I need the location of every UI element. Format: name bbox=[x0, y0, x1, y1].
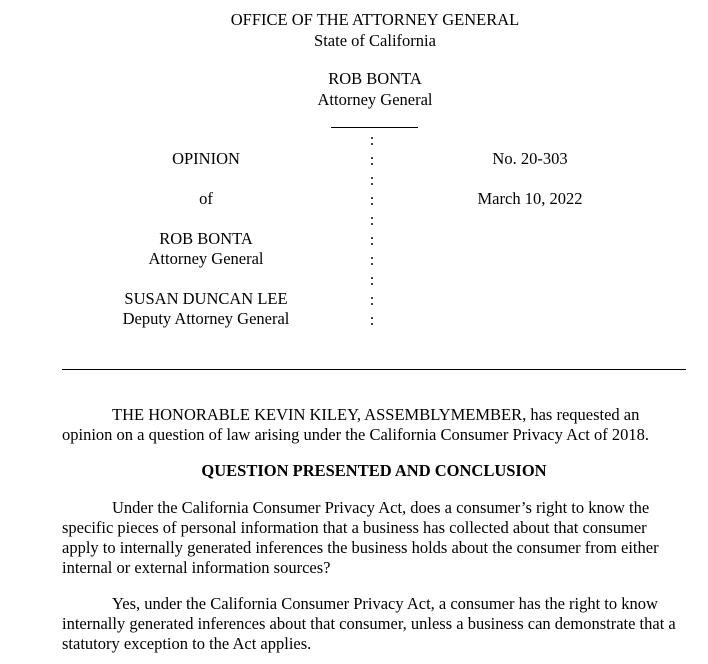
state-name: State of California bbox=[314, 31, 436, 50]
caption-colon: : bbox=[369, 130, 375, 149]
caption-colon: : bbox=[369, 190, 375, 209]
caption-colon: : bbox=[369, 290, 375, 309]
intro-paragraph: THE HONORABLE KEVIN KILEY, ASSEMBLYMEMBER, has requested an opinion on a question of law arising under the California Consumer Privacy Act of 2018. bbox=[62, 405, 650, 444]
caption-colon: : bbox=[369, 170, 375, 189]
caption-deputy-name: SUSAN DUNCAN LEE bbox=[124, 289, 288, 308]
caption-colon: : bbox=[369, 250, 375, 269]
attorney-general-title: Attorney General bbox=[317, 90, 433, 109]
caption-opinion: OPINION bbox=[172, 149, 240, 168]
caption-colon: : bbox=[369, 270, 375, 289]
opinion-date: March 10, 2022 bbox=[477, 189, 583, 208]
answer-paragraph: Yes, under the California Consumer Privacy Act, a consumer has the right to know internally generated inferences about that consumer, unless a business can demonstrate that a statutory exception to the Act applies. bbox=[62, 594, 676, 653]
caption-divider bbox=[62, 369, 686, 370]
question-paragraph: Under the California Consumer Privacy Act, does a consumer’s right to know the specific pieces of personal information that a business has collected about that consumer apply to internally generated inferences the business holds about the consumer from either internal or external information sources? bbox=[62, 498, 659, 577]
caption-colon: : bbox=[369, 210, 375, 229]
office-title: OFFICE OF THE ATTORNEY GENERAL bbox=[230, 10, 520, 29]
caption-of: of bbox=[199, 189, 213, 208]
header-divider bbox=[331, 127, 418, 128]
section-heading: QUESTION PRESENTED AND CONCLUSION bbox=[201, 461, 547, 480]
caption-author-name: ROB BONTA bbox=[159, 229, 253, 248]
opinion-number: No. 20-303 bbox=[492, 149, 568, 168]
caption-author-title: Attorney General bbox=[148, 249, 264, 268]
caption-colon: : bbox=[369, 150, 375, 169]
attorney-general-name: ROB BONTA bbox=[328, 69, 422, 88]
caption-colon: : bbox=[369, 310, 375, 329]
caption-colon: : bbox=[369, 230, 375, 249]
caption-deputy-title: Deputy Attorney General bbox=[122, 309, 290, 328]
